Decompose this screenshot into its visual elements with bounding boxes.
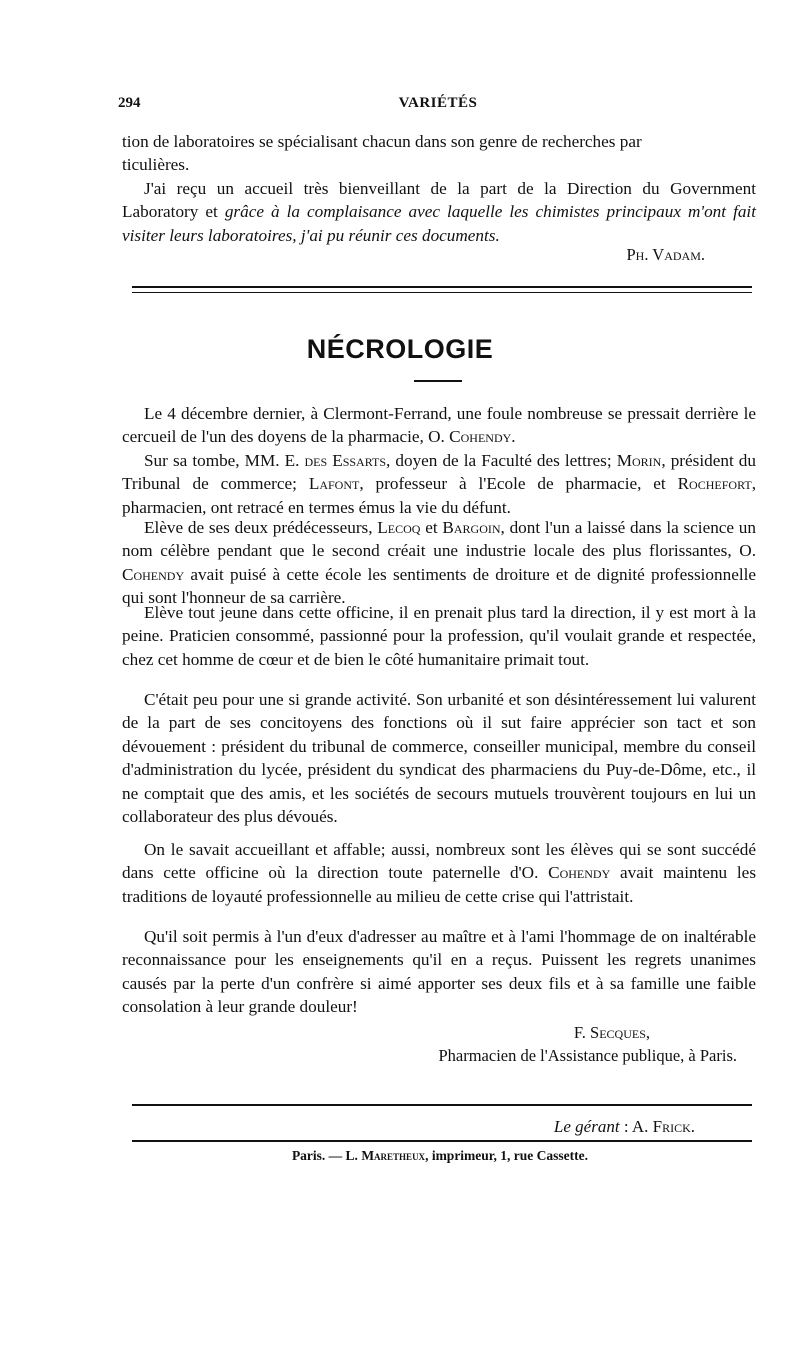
person-name: Rochefort bbox=[677, 474, 752, 494]
text-run: avait maintenu les traditions de loyauté professionnelle au milieu de cette crise qui l'attristait. bbox=[122, 863, 757, 906]
footer-rule-bottom bbox=[132, 1140, 752, 1142]
obituary-paragraph-7: Qu'il soit permis à l'un d'eux d'adresser au maître et à l'ami l'hommage de on inaltérable reconnaissance pour les enseignements qu'il en a reçus. Puissent les regrets unanimes causés par la perte d'un confrère si aimé apporter ses deux fils et à sa famille une faible consolation à leur grande douleur! bbox=[122, 927, 756, 1017]
text-run: , doyen de la Faculté des lettres; bbox=[386, 451, 617, 470]
top-line-2: ticulières. bbox=[122, 155, 190, 175]
text-run: , imprimeur, 1, rue Cassette. bbox=[425, 1148, 589, 1163]
obituary-paragraph-5: C'était peu pour une si grande activité. Son urbanité et son désintéressement lui valurent de la part de ses concitoyens des fonctions où il sut faire apprécier son tact et son dévouement : président du tribunal de commerce, conseiller municipal, membre du conseil d'administration du lycée, président du syndicat des pharmaciens du Puy-de-Dôme, etc., il ne comptait que des amis, et les sociétés de secours mutuels trouvèrent toujours en lui un collaborateur des plus dévoués. bbox=[122, 690, 756, 827]
running-title: VARIÉTÉS bbox=[398, 95, 478, 111]
section-title: NÉCROLOGIE bbox=[306, 334, 494, 364]
text-run: . bbox=[511, 427, 516, 447]
person-name: Cohendy bbox=[548, 863, 611, 883]
signature-title: Pharmacien de l'Assistance publique, à Paris. bbox=[438, 1046, 737, 1065]
text-run: et bbox=[420, 518, 443, 537]
text-run: Elève de ses deux prédécesseurs, bbox=[144, 518, 378, 537]
page-number: 294 bbox=[118, 95, 141, 111]
obituary-paragraph-2 bbox=[122, 449, 756, 519]
author-signature-vadam: Ph. Vadam. bbox=[626, 245, 705, 264]
footer-rule-top bbox=[132, 1104, 752, 1106]
signature-name: F. Secques, bbox=[573, 1023, 650, 1042]
double-rule-top bbox=[132, 286, 752, 288]
text-run: avait puisé à cette école les sentiments de droiture et de dignité professionnelle qui sont l'honneur de sa carrière. bbox=[122, 564, 756, 608]
text-run: Le 4 décembre dernier, à Clermont-Ferrand, une foule nombreuse se pressait derrière le cercueil de l'un des doyens de la pharmacie, O. bbox=[122, 404, 756, 447]
text-run: , pharmacien, ont retracé en termes émus la vie du défunt. bbox=[122, 474, 756, 517]
text-run: : A. bbox=[619, 1117, 653, 1136]
person-name: des Essarts bbox=[304, 451, 387, 470]
person-name: Cohendy bbox=[449, 427, 512, 447]
gerant-line bbox=[554, 1117, 695, 1137]
person-name: Bargoin bbox=[442, 518, 501, 537]
text-run: . bbox=[690, 1117, 695, 1136]
top-paragraph-2-italic: grâce à la complaisance avec laquelle les chimistes principaux m'ont fait visiter leurs laboratoires, j'ai pu réunir ces documents. bbox=[122, 202, 756, 245]
double-rule-bottom bbox=[132, 292, 752, 293]
text-run: , dont l'un a laissé dans la science un nom célèbre pendant que le second créait une industrie locale des plus florissantes, O. bbox=[122, 518, 756, 561]
text-run: Paris. — L. bbox=[291, 1148, 362, 1163]
title-underline bbox=[414, 380, 462, 382]
person-name: Cohendy bbox=[122, 564, 185, 584]
obituary-paragraph-3 bbox=[122, 516, 756, 610]
top-paragraph-2-text: J'ai reçu un accueil très bienveillant de la part de la Direction du Government Laboratory et bbox=[122, 179, 756, 222]
printer-name: Maretheux bbox=[361, 1148, 426, 1163]
person-name: Morin bbox=[616, 451, 662, 470]
obituary-paragraph-4: Elève tout jeune dans cette officine, il en prenait plus tard la direction, il y est mort à la peine. Praticien consommé, passionné pour la profession, qu'il voulait grande et respectée, chez cet homme de cœur et de bien le côté humanitaire primait tout. bbox=[122, 603, 756, 669]
top-paragraph-2 bbox=[122, 177, 756, 247]
top-line-1: tion de laboratoires se spécialisant chacun dans son genre de recherches par bbox=[122, 132, 642, 151]
gerant-label: Le gérant bbox=[553, 1117, 620, 1136]
gerant-name: Frick bbox=[652, 1117, 691, 1136]
obituary-paragraph-1 bbox=[122, 402, 756, 449]
person-name: Lafont bbox=[308, 474, 360, 494]
running-header bbox=[118, 95, 758, 117]
top-paragraph-1 bbox=[122, 130, 756, 177]
obituary-paragraph-6 bbox=[122, 838, 756, 908]
person-name: Lecoq bbox=[377, 518, 421, 537]
text-run: Sur sa tombe, MM. E. bbox=[144, 451, 305, 470]
text-run: , professeur à l'Ecole de pharmacie, et bbox=[359, 474, 678, 494]
text-run: On le savait accueillant et affable; aussi, nombreux sont les élèves qui se sont succédé dans cette officine où la direction toute paternelle d'O. bbox=[122, 840, 756, 883]
printer-imprint bbox=[0, 1148, 800, 1164]
text-run: , président du Tribunal de commerce; bbox=[122, 451, 756, 494]
